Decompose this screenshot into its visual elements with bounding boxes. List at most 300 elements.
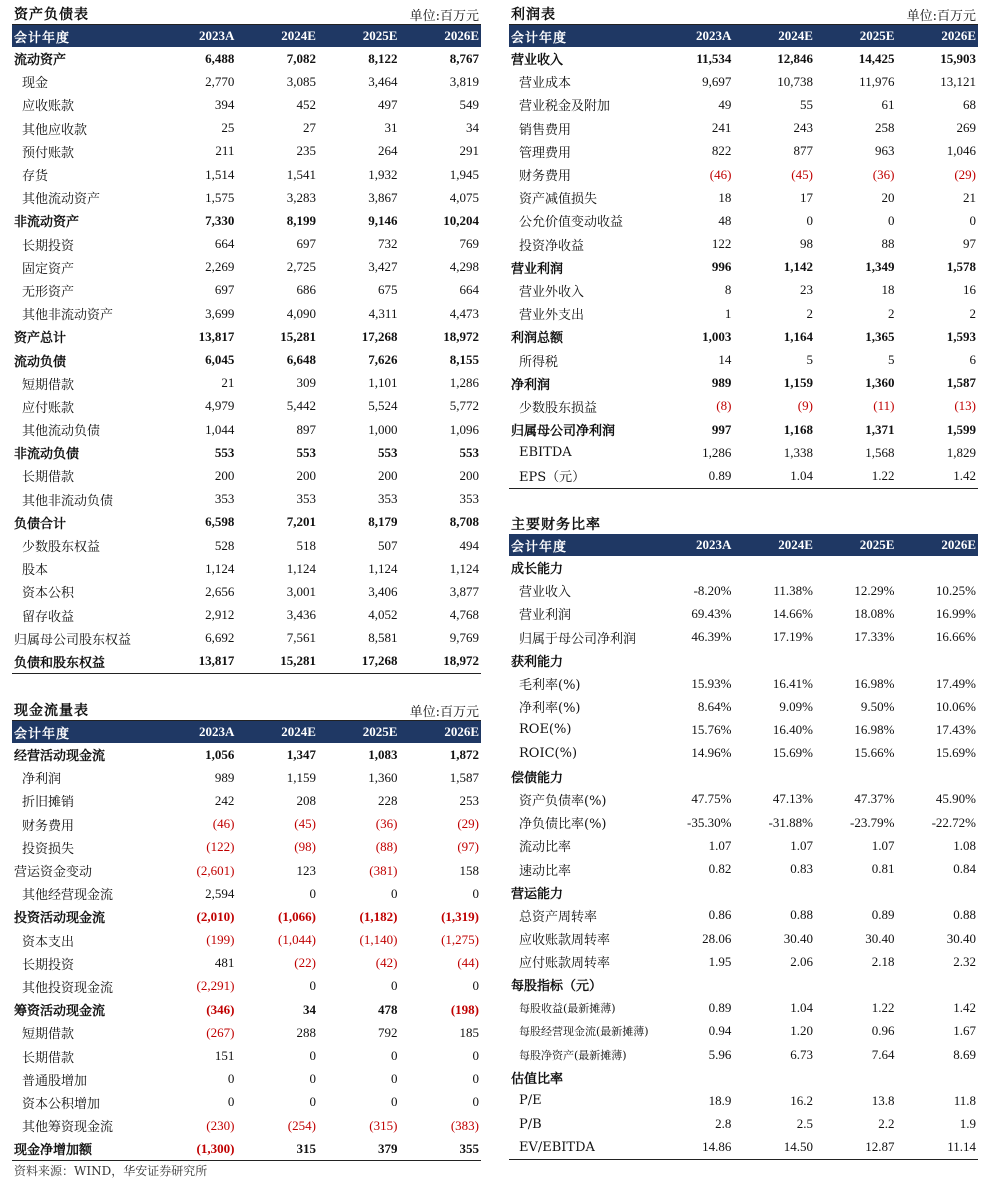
cell-value: 481 xyxy=(214,955,235,971)
cell-value xyxy=(815,973,897,996)
cell-value: 2.8 xyxy=(715,1116,732,1132)
row-label: 其他投资现金流 xyxy=(22,980,114,996)
row-label: 非流动资产 xyxy=(14,215,80,231)
cell-value: 0 xyxy=(472,1071,479,1087)
ratios-panel xyxy=(509,512,978,1160)
cell-value: 0.89 xyxy=(871,907,895,923)
cell-value: 30.40 xyxy=(783,930,813,946)
cell-value: 14 xyxy=(718,352,732,368)
row-label: 负债和股东权益 xyxy=(12,650,155,674)
table-row xyxy=(509,233,978,256)
cell-value xyxy=(896,881,978,904)
cell-value: 7.64 xyxy=(871,1046,895,1062)
cell-value: 309 xyxy=(296,375,316,391)
cell-value: 0.94 xyxy=(708,1023,732,1039)
cell-value: (383) xyxy=(450,1117,479,1133)
cell-value: 528 xyxy=(214,537,235,553)
table-row xyxy=(12,766,481,789)
row-label: 资本支出 xyxy=(22,934,75,950)
cell-value: 497 xyxy=(377,96,398,112)
cell-value: 1,338 xyxy=(783,444,813,460)
cell-value: 0 xyxy=(390,1094,398,1110)
table-row xyxy=(509,857,978,880)
income-table xyxy=(509,25,978,489)
row-label: 现金净增加额 xyxy=(12,1137,155,1161)
table-row xyxy=(509,70,978,93)
cell-value: 1,541 xyxy=(286,166,316,182)
table-row xyxy=(509,672,978,695)
header-year: 2026E xyxy=(896,25,978,47)
cell-value: 697 xyxy=(296,236,316,252)
cell-value: 0 xyxy=(472,1048,479,1064)
cell-value: 9,769 xyxy=(449,630,479,646)
cell-value: (88) xyxy=(375,839,398,855)
cell-value: -31.88% xyxy=(768,814,813,830)
table-row xyxy=(12,604,481,627)
cell-value: 1,046 xyxy=(946,143,976,159)
cell-value: 792 xyxy=(377,1024,398,1040)
row-label: 净利润 xyxy=(22,772,62,788)
cell-value xyxy=(733,973,815,996)
header-year: 2026E xyxy=(399,25,481,47)
cell-value: 394 xyxy=(214,96,235,112)
section-row xyxy=(509,765,978,788)
cell-value: 13,817 xyxy=(155,650,237,674)
cell-value: 6,598 xyxy=(205,514,235,530)
table-row xyxy=(509,602,978,625)
row-label: 每股收益(最新摊薄) xyxy=(519,1002,616,1016)
table-row xyxy=(509,117,978,140)
table-row xyxy=(12,163,481,186)
cell-value: 697 xyxy=(214,282,235,298)
cell-value: 9,697 xyxy=(702,73,732,89)
cell-value: 12.29% xyxy=(854,582,895,598)
cell-value: 5 xyxy=(887,352,895,368)
header-label: 会计年度 xyxy=(12,721,155,743)
cell-value: 553 xyxy=(377,444,398,460)
table-row xyxy=(12,186,481,209)
cell-value: 2.06 xyxy=(790,953,813,969)
table-row xyxy=(12,580,481,603)
table-header-row xyxy=(12,721,481,743)
header-year: 2024E xyxy=(236,721,318,743)
cell-value: 0.88 xyxy=(790,907,813,923)
cell-value: -23.79% xyxy=(850,814,895,830)
cell-value: 1,003 xyxy=(702,328,732,344)
cell-value: 518 xyxy=(296,537,316,553)
cell-value: 0 xyxy=(390,885,398,901)
row-label: 营业外收入 xyxy=(519,284,585,300)
row-label: 净负债比率(%) xyxy=(519,817,607,833)
cell-value: 0 xyxy=(309,1071,316,1087)
row-label: 固定资产 xyxy=(22,261,75,277)
cell-value: (42) xyxy=(375,955,398,971)
cell-value: 1,371 xyxy=(865,421,895,437)
cell-value: 686 xyxy=(296,282,316,298)
cell-value: (29) xyxy=(457,816,479,832)
balance-sheet-title: 资产负债表 xyxy=(14,7,89,23)
ratios-title-bar xyxy=(509,512,978,534)
row-label: 净利润 xyxy=(511,377,551,393)
cell-value: (1,044) xyxy=(278,932,316,948)
cell-value: 18,972 xyxy=(399,650,481,674)
cell-value: 897 xyxy=(296,421,316,437)
row-label: 资本公积增加 xyxy=(22,1096,101,1112)
cell-value: 10.06% xyxy=(935,698,976,714)
cell-value: 69.43% xyxy=(691,605,732,621)
table-row xyxy=(509,1043,978,1066)
table-row xyxy=(509,788,978,811)
cell-value: 2.2 xyxy=(878,1116,895,1132)
table-row xyxy=(509,1113,978,1136)
cell-value: 18.9 xyxy=(708,1092,732,1108)
cell-value: 14.66% xyxy=(772,605,813,621)
cell-value: 5.96 xyxy=(708,1046,732,1062)
row-label: 筹资活动现金流 xyxy=(14,1004,106,1020)
cell-value: 4,311 xyxy=(368,305,398,321)
cell-value: 6,045 xyxy=(205,352,235,368)
table-row xyxy=(12,1091,481,1114)
cell-value: 97 xyxy=(963,236,976,252)
cell-value: (381) xyxy=(369,862,398,878)
table-row xyxy=(12,117,481,140)
row-label: EPS（元） xyxy=(509,464,652,488)
row-label: 少数股东损益 xyxy=(519,400,598,416)
cell-value: 1.07 xyxy=(871,837,895,853)
cell-value: 0 xyxy=(472,885,479,901)
cell-value: 0 xyxy=(309,978,316,994)
row-label: 其他筹资现金流 xyxy=(22,1120,114,1136)
row-label: 营业利润 xyxy=(511,261,564,277)
table-row xyxy=(509,811,978,834)
cell-value: 7,201 xyxy=(286,514,316,530)
row-label: EBITDA xyxy=(519,445,572,461)
cell-value: 228 xyxy=(377,792,398,808)
table-row xyxy=(12,1068,481,1091)
cell-value: 1.9 xyxy=(959,1116,976,1132)
cell-value: 7,561 xyxy=(286,630,316,646)
cell-value: 16.41% xyxy=(772,675,813,691)
cell-value: 61 xyxy=(881,96,895,112)
cell-value: 11.38% xyxy=(773,582,813,598)
table-row xyxy=(509,256,978,279)
cell-value: 17 xyxy=(799,189,813,205)
cell-value: (1,182) xyxy=(359,908,398,924)
income-title-bar xyxy=(509,2,978,25)
row-label: 销售费用 xyxy=(519,122,572,138)
cell-value xyxy=(815,649,897,672)
row-label: 营运资金变动 xyxy=(14,865,93,881)
header-year: 2025E xyxy=(318,721,400,743)
row-label: 应付账款 xyxy=(22,400,75,416)
cell-value: 3,464 xyxy=(368,73,398,89)
cell-value: 1,568 xyxy=(865,444,895,460)
cell-value: 553 xyxy=(459,444,479,460)
cell-value: 0 xyxy=(309,1094,316,1110)
cell-value: 31 xyxy=(384,120,398,136)
cell-value: 16.66% xyxy=(935,629,976,645)
table-row xyxy=(509,997,978,1020)
cell-value: 88 xyxy=(881,236,895,252)
table-row xyxy=(12,1044,481,1067)
cell-value: 452 xyxy=(296,96,316,112)
cell-value: 0 xyxy=(390,978,398,994)
row-label: 速动比率 xyxy=(519,863,572,879)
row-label: 估值比率 xyxy=(511,1072,564,1088)
cell-value: (1,275) xyxy=(441,932,479,948)
table-row xyxy=(12,859,481,882)
cell-value: 1,286 xyxy=(449,375,479,391)
row-label: 股本 xyxy=(22,563,49,579)
cell-value: (45) xyxy=(791,166,813,182)
cell-value: 769 xyxy=(459,236,479,252)
cell-value: 17.43% xyxy=(935,721,976,737)
cell-value: 68 xyxy=(963,96,976,112)
cell-value: 0.89 xyxy=(708,1000,732,1016)
row-label: EV/EBITDA xyxy=(509,1136,652,1160)
cell-value: 151 xyxy=(214,1048,235,1064)
row-label: 财务费用 xyxy=(22,818,75,834)
cell-value: 3,867 xyxy=(368,189,398,205)
cell-value: 989 xyxy=(214,769,235,785)
table-row xyxy=(12,1137,481,1161)
row-label: 营业外支出 xyxy=(519,308,585,324)
header-year: 2023A xyxy=(155,721,237,743)
table-row xyxy=(509,186,978,209)
table-row xyxy=(509,209,978,232)
row-label: 其他流动资产 xyxy=(22,192,101,208)
cell-value xyxy=(652,556,734,579)
section-row xyxy=(509,556,978,579)
cell-value: 253 xyxy=(459,792,479,808)
cell-value: 0.89 xyxy=(652,464,734,488)
row-label: 负债合计 xyxy=(14,516,67,532)
header-year: 2025E xyxy=(815,25,897,47)
cell-value: 0 xyxy=(887,212,895,228)
cell-value: (46) xyxy=(709,166,732,182)
cell-value: 2 xyxy=(887,305,895,321)
cell-value: (199) xyxy=(206,932,235,948)
cell-value: 9.50% xyxy=(860,698,895,714)
row-label: 公允价值变动收益 xyxy=(519,215,624,231)
cell-value xyxy=(896,556,978,579)
header-year: 2026E xyxy=(399,721,481,743)
cell-value: (29) xyxy=(954,166,976,182)
table-row xyxy=(12,557,481,580)
cell-value: 8,199 xyxy=(286,212,316,228)
cell-value: 47.13% xyxy=(772,791,813,807)
cell-value: 1.42 xyxy=(953,1000,976,1016)
table-row xyxy=(12,813,481,836)
table-row xyxy=(509,927,978,950)
cell-value: 0 xyxy=(472,978,479,994)
cell-value: (1,066) xyxy=(278,908,316,924)
cell-value: (122) xyxy=(206,839,235,855)
cell-value: 989 xyxy=(711,375,732,391)
cell-value: 9,146 xyxy=(368,212,398,228)
row-label: 存货 xyxy=(22,169,49,185)
cell-value: 1.07 xyxy=(790,837,813,853)
cell-value: 2.18 xyxy=(871,953,895,969)
cell-value: 23 xyxy=(799,282,813,298)
cell-value: 478 xyxy=(377,1001,398,1017)
cell-value: 1,872 xyxy=(449,746,479,762)
table-row xyxy=(509,441,978,464)
table-row xyxy=(12,209,481,232)
cell-value: 822 xyxy=(711,143,732,159)
cell-value xyxy=(815,1066,897,1089)
cell-value: 25 xyxy=(221,120,235,136)
balance-sheet-panel xyxy=(12,2,481,674)
income-unit: 单位:百万元 xyxy=(906,9,976,24)
table-header-row xyxy=(509,25,978,47)
cell-value: 996 xyxy=(711,259,732,275)
table-header-row xyxy=(509,534,978,556)
table-row xyxy=(12,952,481,975)
cell-value: (2,010) xyxy=(196,908,235,924)
table-row xyxy=(12,372,481,395)
cell-value: 1,168 xyxy=(783,421,813,437)
cell-value: 353 xyxy=(377,491,398,507)
row-label: 流动比率 xyxy=(519,840,572,856)
table-row xyxy=(12,836,481,859)
cell-value: 18.08% xyxy=(854,605,895,621)
cell-value: (2,291) xyxy=(196,978,235,994)
cell-value: 2,269 xyxy=(205,259,235,275)
table-row xyxy=(509,718,978,741)
cell-value: (1,319) xyxy=(441,908,479,924)
cell-value: 1,932 xyxy=(368,166,398,182)
row-label: 资产负债率(%) xyxy=(519,793,607,809)
row-label: 应付账款周转率 xyxy=(519,956,611,972)
cell-value xyxy=(733,881,815,904)
cell-value: 45.90% xyxy=(935,791,976,807)
row-label: 其他流动负债 xyxy=(22,424,101,440)
row-label: 留存收益 xyxy=(22,609,75,625)
header-year: 2026E xyxy=(896,534,978,556)
cell-value: 549 xyxy=(459,96,479,112)
row-label: 营业成本 xyxy=(519,76,572,92)
row-label: 资产总计 xyxy=(14,331,67,347)
table-row xyxy=(12,325,481,348)
table-row xyxy=(12,441,481,464)
cell-value: 1,599 xyxy=(946,421,976,437)
row-label: 营业利润 xyxy=(519,608,572,624)
cell-value: 4,090 xyxy=(286,305,316,321)
cell-value: 8 xyxy=(724,282,732,298)
cell-value: 0.96 xyxy=(871,1023,895,1039)
table-row xyxy=(12,418,481,441)
row-label: 经营活动现金流 xyxy=(14,749,106,765)
cell-value: 15.93% xyxy=(691,675,732,691)
cell-value: 21 xyxy=(963,189,976,205)
cell-value: 353 xyxy=(296,491,316,507)
cell-value: 5,524 xyxy=(368,398,398,414)
row-label: 其他经营现金流 xyxy=(22,888,114,904)
cell-value: 315 xyxy=(236,1137,318,1161)
cell-value: 46.39% xyxy=(691,629,732,645)
row-label: 归属母公司股东权益 xyxy=(14,632,132,648)
table-row xyxy=(12,70,481,93)
cell-value: 1,142 xyxy=(783,259,813,275)
balance-sheet-table xyxy=(12,25,481,674)
income-statement-panel xyxy=(509,2,978,489)
table-row xyxy=(509,834,978,857)
cell-value: 17.19% xyxy=(772,629,813,645)
row-label: P/B xyxy=(519,1116,542,1132)
cell-value: 30.40 xyxy=(946,930,976,946)
cell-value: 355 xyxy=(399,1137,481,1161)
row-label: 总资产周转率 xyxy=(519,909,598,925)
table-row xyxy=(12,488,481,511)
cell-value: 16.98% xyxy=(854,721,895,737)
cell-value: (9) xyxy=(797,398,813,414)
table-row xyxy=(12,511,481,534)
cell-value: 14.50 xyxy=(733,1136,815,1160)
cell-value: 4,473 xyxy=(449,305,479,321)
row-label: 长期投资 xyxy=(22,238,75,254)
row-label: 普通股增加 xyxy=(22,1073,88,1089)
cell-value: 0 xyxy=(472,1094,479,1110)
cell-value: 20 xyxy=(881,189,895,205)
cell-value: 3,877 xyxy=(449,583,479,599)
cell-value: 9.09% xyxy=(779,698,813,714)
table-row xyxy=(509,47,978,70)
row-label: P/E xyxy=(519,1093,542,1109)
header-year: 2023A xyxy=(652,534,734,556)
cell-value: 15,281 xyxy=(236,650,318,674)
cell-value: 2 xyxy=(806,305,813,321)
cell-value: 48 xyxy=(718,212,732,228)
row-label: 营运能力 xyxy=(511,886,564,902)
row-label: 无形资产 xyxy=(22,284,75,300)
table-row xyxy=(12,650,481,674)
cell-value: 243 xyxy=(793,120,813,136)
row-label: 获利能力 xyxy=(511,654,564,670)
row-label: 折旧摊销 xyxy=(22,795,75,811)
cell-value: 2,656 xyxy=(205,583,235,599)
row-label: 毛利率(%) xyxy=(519,678,581,694)
cell-value: 18 xyxy=(718,189,732,205)
row-label: 投资损失 xyxy=(22,841,75,857)
cell-value: 553 xyxy=(214,444,235,460)
row-label: 偿债能力 xyxy=(511,770,564,786)
cell-value: 1 xyxy=(724,305,732,321)
cell-value: 1,360 xyxy=(865,375,895,391)
cell-value: 2.32 xyxy=(953,953,976,969)
cell-value: 6,692 xyxy=(205,630,235,646)
cell-value: 0.88 xyxy=(953,907,976,923)
row-label: 管理费用 xyxy=(519,145,572,161)
cell-value: 11.14 xyxy=(896,1136,978,1160)
cell-value: 1,044 xyxy=(205,421,235,437)
cell-value xyxy=(652,1066,734,1089)
cell-value: 13,121 xyxy=(940,73,976,89)
table-row xyxy=(509,1020,978,1043)
cell-value: 98 xyxy=(799,236,813,252)
table-row xyxy=(509,372,978,395)
cell-value: 8.64% xyxy=(697,698,732,714)
cell-value xyxy=(652,881,734,904)
row-label: 流动负债 xyxy=(14,354,67,370)
cell-value: 16.2 xyxy=(790,1092,813,1108)
cell-value: 55 xyxy=(799,96,813,112)
cell-value: 1.95 xyxy=(708,953,732,969)
ratios-title: 主要财务比率 xyxy=(511,517,601,533)
cell-value: 732 xyxy=(377,236,398,252)
table-row xyxy=(509,695,978,718)
table-row xyxy=(12,256,481,279)
